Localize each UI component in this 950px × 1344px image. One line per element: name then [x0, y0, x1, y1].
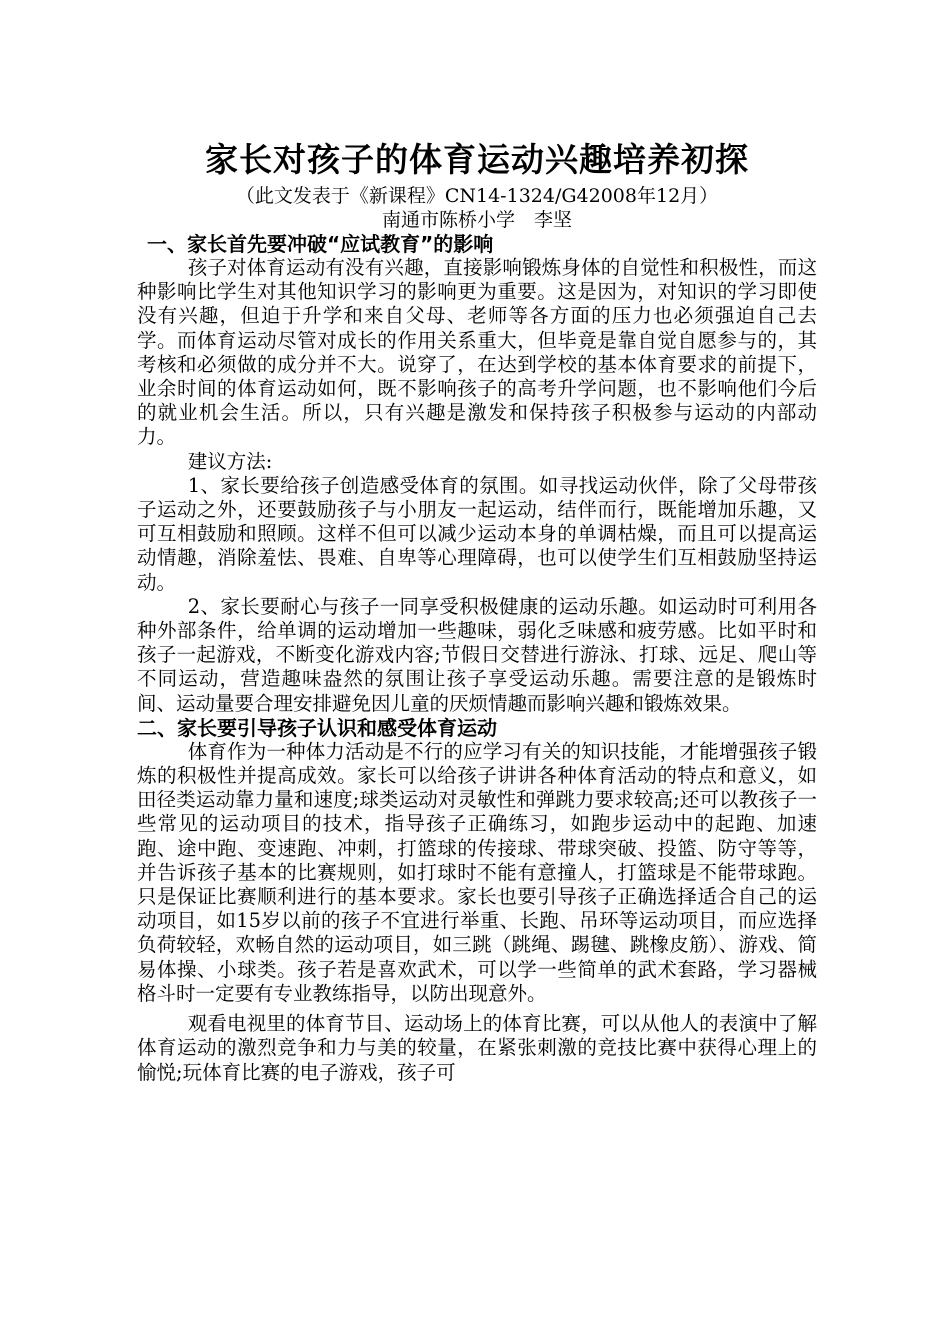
author-line: 南通市陈桥小学 李坚: [381, 209, 572, 231]
section-2-paragraph-1: 体育作为一种体力活动是不行的应学习有关的知识技能，才能增强孩子锻炼的积极性并提高成效。家长可以给孩子讲讲各种体育活动的特点和意义，如田径类运动靠力量和速度;球类运动对灵敏性和弹跳力要求较高;还可以教孩子一些常见的运动项目的技术，指导孩子正确练习，如跑步运动中的起跑、加速跑、途中跑、变速跑、冲刺，打篮球的传接球、带球突破、投篮、防守等等，并告诉孩子基本的比赛规则，如打球时不能有意撞人，打篮球是不能带球跑。只是保证比赛顺利进行的基本要求。家长也要引导孩子正确选择适合自己的运动项目，如15岁以前的孩子不宜进行举重、长跑、吊环等运动项目，而应选择负荷较轻，欢畅自然的运动项目，如三跳（跳绳、踢毽、跳橡皮筋）、游戏、简易体操、小球类。孩子若是喜欢武术，可以学一些简单的武术套路，学习器械格斗时一定要有专业教练指导，以防出现意外。: [137, 739, 817, 1005]
section-2-paragraph-2: 观看电视里的体育节目、运动场上的体育比赛，可以从他人的表演中了解体育运动的激烈竞争和力与美的较量，在紧张刺激的竞技比赛中获得心理上的愉悦;玩体育比赛的电子游戏，孩子可: [137, 1012, 817, 1084]
section-1-paragraph-4: 2、家长要耐心与孩子一同享受积极健康的运动乐趣。如运动时可利用各种外部条件，给单调的运动增加一些趣味，弱化乏味感和疲劳感。比如平时和孩子一起游戏，不断变化游戏内容;节假日交替进行游泳、打球、远足、爬山等不同运动，营造趣味盎然的氛围让孩子享受运动乐趣。需要注意的是锻炼时间、运动量要合理安排避免因儿童的厌烦情趣而影响兴趣和锻炼效果。: [137, 594, 817, 715]
document-title: 家长对孩子的体育运动兴趣培养初探: [205, 140, 749, 179]
section-1-heading: 一、家长首先要冲破“应试教育”的影响: [147, 232, 494, 256]
section-1-paragraph-1: 孩子对体育运动有没有兴趣，直接影响锻炼身体的自觉性和积极性，而这种影响比学生对其他知识学习的影响更为重要。这是因为，对知识的学习即使没有兴趣，但迫于升学和来自父母、老师等各方面的压力也必须强迫自己去学。而体育运动尽管对成长的作用关系重大，但毕竟是靠自觉自愿参与的，其考核和必须做的成分并不大。说穿了，在达到学校的基本体育要求的前提下，业余时间的体育运动如何，既不影响孩子的高考升学问题，也不影响他们今后的就业机会生活。所以，只有兴趣是激发和保持孩子积极参与运动的内部动力。: [137, 256, 817, 449]
publication-note: （此文发表于《新课程》CN14-1324/G42008年12月）: [235, 185, 719, 207]
section-1-paragraph-2: 建议方法:: [187, 449, 273, 473]
section-2-heading: 二、家长要引导孩子认识和感受体育运动: [137, 715, 497, 740]
section-1-paragraph-3: 1、家长要给孩子创造感受体育的氛围。如寻找运动伙伴，除了父母带孩子运动之外，还要鼓励孩子与小朋友一起运动，结伴而行，既能增加乐趣，又可互相鼓励和照顾。这样不但可以减少运动本身的单调枯燥，而且可以提高运动情趣，消除羞怯、畏难、自卑等心理障碍，也可以使学生们互相鼓励坚持运动。: [137, 473, 817, 594]
document-page: [137, 140, 817, 1085]
